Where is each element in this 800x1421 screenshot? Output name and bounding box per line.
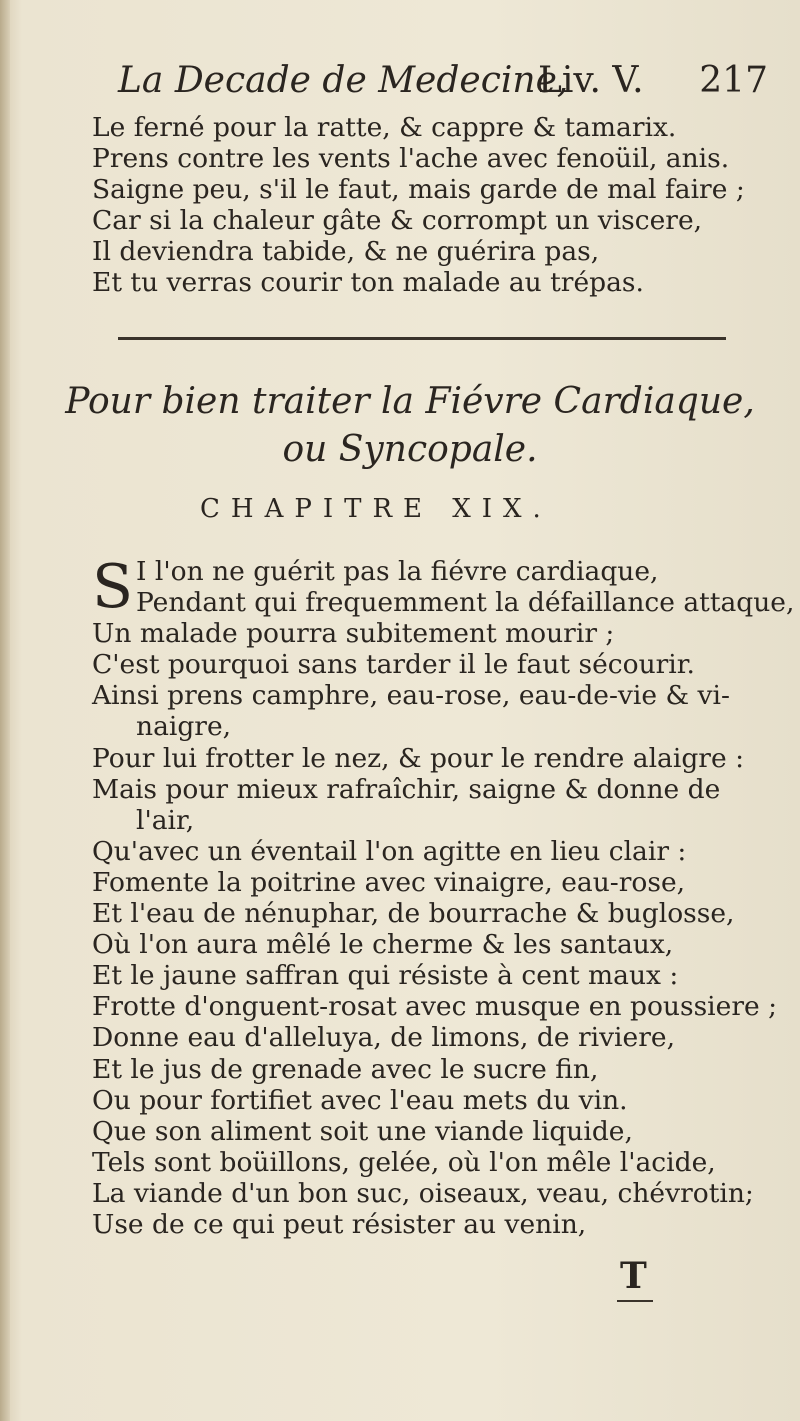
verse-line: Tels sont boüillons, gelée, où l'on mêle l'acide, (92, 1146, 716, 1178)
verse-line: Car si la chaleur gâte & corrompt un viscere, (92, 205, 703, 237)
chapter-number: CHAPITRE XIX. (200, 494, 552, 524)
verse-line: Où l'on aura mêlé le cherme & les santaux, (92, 929, 674, 961)
signature-underline (617, 1300, 653, 1302)
verse-line: Pour lui frotter le nez, & pour le rendre alaigre : (92, 742, 744, 774)
running-head-book: Liv. V. (538, 60, 644, 101)
verse-line: Fomente la poitrine avec vinaigre, eau-rose, (92, 866, 686, 898)
verse-line: Et le jaune saffran qui résiste à cent maux : (92, 960, 679, 992)
verse-line: Que son aliment soit une viande liquide, (92, 1115, 633, 1147)
verse-line: I l'on ne guérit pas la fiévre cardiaque, (136, 556, 659, 587)
page-edge (0, 0, 10, 1421)
verse-line-continuation: naigre, (136, 711, 232, 743)
chapter-title-line-2: ou Syncopale. (282, 429, 538, 470)
verse-line: Pendant qui frequemment la défaillance attaque, (136, 587, 795, 619)
verse-line: Il deviendra tabide, & ne guérira pas, (92, 236, 600, 268)
verse-line: Saigne peu, s'il le faut, mais garde de mal faire ; (92, 174, 745, 206)
chapter-verse-block (92, 552, 795, 1240)
running-head (118, 56, 768, 106)
verse-line: Prens contre les vents l'ache avec fenoüil, anis. (92, 143, 730, 175)
verse-line: Ou pour fortifiet avec l'eau mets du vin. (92, 1084, 628, 1116)
running-head-title: La Decade de Medecine, (118, 60, 569, 101)
verse-line: Ainsi prens camphre, eau-rose, eau-de-vie & vi- (92, 680, 730, 712)
verse-line: Use de ce qui peut résister au venin, (92, 1208, 587, 1240)
verse-line: Le ferné pour la ratte, & cappre & tamarix. (92, 112, 677, 143)
verse-line: Et le jus de grenade avec le sucre fin, (92, 1053, 599, 1085)
top-verse-block (92, 112, 782, 299)
chapter-title-line-1: Pour bien traiter la Fiévre Cardiaque, (65, 381, 755, 422)
verse-line-continuation: l'air, (136, 804, 195, 836)
verse-line: Mais pour mieux rafraîchir, saigne & donne de (92, 773, 721, 805)
verse-line: Et l'eau de nénuphar, de bourrache & buglosse, (92, 898, 735, 930)
signature-mark: T (620, 1255, 647, 1297)
verse-line: Qu'avec un éventail l'on agitte en lieu clair : (92, 835, 687, 867)
drop-cap: S (92, 552, 134, 622)
verse-line: C'est pourquoi sans tarder il le faut sécourir. (92, 649, 695, 681)
verse-line: Frotte d'onguent-rosat avec musque en poussiere ; (92, 991, 778, 1023)
verse-line: Un malade pourra subitement mourir ; (92, 618, 615, 650)
section-divider (118, 337, 726, 340)
verse-line: Et tu verras courir ton malade au trépas. (92, 267, 644, 299)
verse-line: Donne eau d'alleluya, de limons, de riviere, (92, 1022, 675, 1054)
page-number: 217 (699, 60, 768, 101)
verse-line: La viande d'un bon suc, oiseaux, veau, chévrotin; (92, 1177, 754, 1209)
